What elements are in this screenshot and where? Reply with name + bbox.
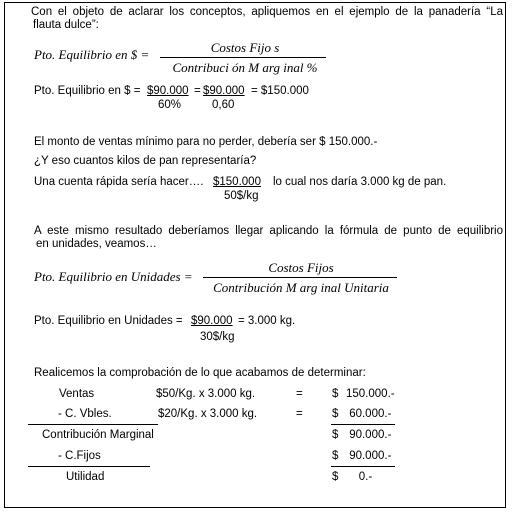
calc1-denominator-2: 0,60 bbox=[212, 99, 235, 111]
formula1-lhs: Pto. Equilibrio en $ = bbox=[34, 47, 150, 62]
verification-row-label: Ventas bbox=[59, 388, 95, 400]
calc1-numerator-1: $90.000 bbox=[147, 85, 189, 97]
verification-row-currency: $ bbox=[332, 388, 339, 400]
verification-row-currency: $ bbox=[332, 471, 339, 483]
verification-row-amount: 0.- bbox=[346, 471, 373, 483]
verification-row-label: Utilidad bbox=[66, 471, 105, 483]
calc2-result: = 3.000 kg. bbox=[238, 315, 296, 327]
calc2-prefix: Pto. Equilibrio en Unidades = bbox=[34, 315, 183, 327]
formula2-denominator: Contribución M arg inal Unitaria bbox=[213, 280, 389, 295]
verification-row-label: - C.Fijos bbox=[58, 450, 101, 462]
total-rule-left bbox=[28, 466, 150, 467]
intro-line-1: Con el objeto de aclarar los conceptos, apliquemos en el ejemplo de la panadería “La bbox=[31, 6, 503, 18]
subtotal-rule-left bbox=[28, 424, 158, 425]
verification-row-currency: $ bbox=[332, 450, 339, 462]
verification-row-currency: $ bbox=[332, 429, 339, 441]
calc1-equals-1: = bbox=[194, 85, 201, 97]
verification-row-calc: $50/Kg. x 3.000 kg. bbox=[156, 388, 256, 400]
formula1-numerator: Costos Fijo s bbox=[210, 40, 280, 55]
verification-row-label: Contribución Marginal bbox=[42, 429, 154, 441]
calc2-denominator: 30$/kg bbox=[200, 331, 235, 343]
total-rule-right bbox=[331, 466, 395, 467]
formula2-numerator: Costos Fijos bbox=[268, 260, 334, 275]
verification-row-equals: = bbox=[296, 408, 303, 420]
calc1-denominator-1: 60% bbox=[158, 99, 182, 111]
verification-row-equals: = bbox=[296, 388, 303, 400]
cuenta-numerator: $150.000 bbox=[213, 176, 261, 188]
formula1-denominator: Contribuci ón M arg inal % bbox=[172, 60, 318, 75]
calc1-result: = $150.000 bbox=[251, 85, 309, 97]
verification-row-amount: 90.000.- bbox=[346, 429, 392, 441]
formula2-lhs: Pto. Equilibrio en Unidades = bbox=[34, 269, 193, 284]
verification-intro: Realicemos la comprobación de lo que acabamos de determinar: bbox=[34, 367, 366, 379]
calc1-numerator-2: $90.000 bbox=[203, 85, 245, 97]
formula1-fraction-line bbox=[160, 57, 326, 58]
verification-row-amount: 150.000.- bbox=[346, 388, 395, 400]
cuenta-prefix: Una cuenta rápida sería hacer…. bbox=[34, 176, 204, 188]
verification-row-label: - C. Vbles. bbox=[58, 408, 112, 420]
monto-text: El monto de ventas mínimo para no perder, debería ser $ 150.000.- bbox=[34, 136, 378, 148]
verification-row-calc: $20/Kg. x 3.000 kg. bbox=[158, 408, 258, 420]
verification-row-amount: 90.000.- bbox=[346, 450, 392, 462]
verification-row-currency: $ bbox=[332, 408, 339, 420]
verification-row-amount: 60.000.- bbox=[346, 408, 392, 420]
cuenta-denominator: 50$/kg bbox=[224, 190, 259, 202]
formula2-fraction-line bbox=[203, 277, 397, 278]
subtotal-rule-right bbox=[331, 424, 395, 425]
intro-line-2: flauta dulce”: bbox=[33, 19, 99, 31]
calc1-prefix: Pto. Equilibrio en $ = bbox=[34, 85, 141, 97]
cuenta-suffix: lo cual nos daría 3.000 kg de pan. bbox=[273, 176, 447, 188]
question-text: ¿Y eso cuantos kilos de pan representaría? bbox=[34, 155, 257, 167]
resultado-line-2: en unidades, veamos… bbox=[36, 238, 157, 250]
calc2-numerator: $90.000 bbox=[191, 315, 233, 327]
resultado-line-1: A este mismo resultado deberíamos llegar aplicando la fórmula de punto de equilibrio bbox=[34, 225, 503, 237]
